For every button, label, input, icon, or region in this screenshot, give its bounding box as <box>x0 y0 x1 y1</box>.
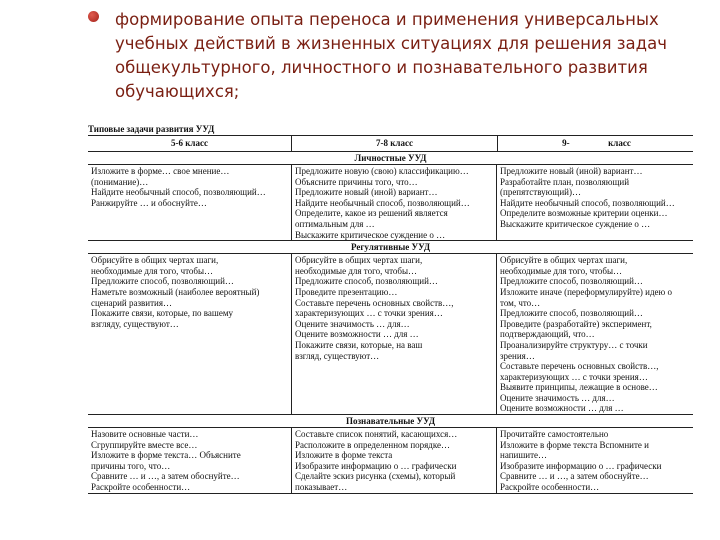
table-line: (препятствующий)… <box>500 187 581 198</box>
grade-header-9-word: класс <box>608 138 631 148</box>
heading-line: обучающихся; <box>115 82 240 101</box>
table-line: Предложите новый (иной) вариант… <box>295 187 438 198</box>
section-column <box>291 428 496 493</box>
table-line: Предложите способ, позволяющий… <box>500 308 643 319</box>
table-line: Обрисуйте в общих чертах шаги, <box>500 255 628 266</box>
section-column <box>496 165 693 240</box>
table-line: Ранжируйте … и обоснуйте… <box>91 197 207 208</box>
table-line: Выявите принципы, лежащие в основе… <box>500 382 658 393</box>
table-line: необходимые для того, чтобы… <box>91 265 214 276</box>
table-line: сценарий развития… <box>91 297 173 308</box>
table-line: подтверждающий, что… <box>500 329 595 340</box>
table-line: Проанализируйте структуру… с точки <box>500 339 648 350</box>
table-line: Покажите связи, которые, на ваш <box>295 339 423 350</box>
table-line: взгляду, существуют… <box>91 318 179 329</box>
table-line: Покажите связи, которые, по вашему <box>91 308 234 319</box>
table-line: Предложите способ, позволяющий… <box>91 276 234 287</box>
section-body <box>88 254 693 415</box>
table-line: Наметьте возможный (наиболее вероятный) <box>91 286 260 297</box>
grade-header-5-6: 5-6 класс <box>171 138 208 148</box>
section-column <box>88 428 291 493</box>
table-line: Проведите презентацию… <box>295 286 398 297</box>
table-line: Предложите способ, позволяющий… <box>500 276 643 287</box>
table-line: Изобразите информацию о … графически <box>500 460 662 471</box>
table-line: необходимые для того, чтобы… <box>295 265 418 276</box>
section-column <box>88 165 291 240</box>
table-line: Оцените значимость … для… <box>500 392 615 403</box>
slide-margin <box>0 0 76 540</box>
table-line: (понимание)… <box>91 176 149 187</box>
section-column <box>496 428 693 493</box>
table-line: Найдите необычный способ, позволяющий… <box>500 197 675 208</box>
table-line: оптимальным для … <box>295 218 375 229</box>
table-line: Найдите необычный способ, позволяющий… <box>295 197 470 208</box>
table-line: Определите, какое из решений является <box>295 208 448 219</box>
table-line: Проведите (разработайте) эксперимент, <box>500 318 652 329</box>
section-column <box>496 254 693 414</box>
table-title: Типовые задачи развития УУД <box>88 124 215 134</box>
table-line: Оцените возможности … для … <box>295 329 419 340</box>
table-line: характеризующих … с точки зрения… <box>500 371 648 382</box>
grade-header-9 <box>497 136 695 151</box>
grade-header-7-8: 7-8 класс <box>291 136 497 151</box>
scanned-table <box>88 124 693 494</box>
table-line: взгляд, существуют… <box>295 350 380 361</box>
table-line: Выскажите критическое суждение о … <box>500 218 651 229</box>
bullet-icon <box>88 11 99 22</box>
table-line: Сравните … и …, а затем обоснуйте… <box>500 471 649 482</box>
table-line: Составьте перечень основных свойств…, <box>500 361 659 372</box>
table-line: Изложите в форме текста <box>295 450 393 461</box>
table-line: Обрисуйте в общих чертах шаги, <box>295 255 423 266</box>
table-line: Найдите необычный способ, позволяющий… <box>91 187 266 198</box>
table-line: Определите возможные критерии оценки… <box>500 208 668 219</box>
table-line: Изложите в форме текста Вспомните и <box>500 439 649 450</box>
table-line: Предложите новый (иной) вариант… <box>500 166 643 176</box>
table-line: причины того, что… <box>91 460 171 471</box>
table-line: Оцените возможности … для … <box>500 403 624 414</box>
table-line: зрения… <box>500 350 535 361</box>
table-line: Раскройте особенности… <box>91 482 191 493</box>
section-column <box>88 254 291 414</box>
table-line: необходимые для того, чтобы… <box>500 265 623 276</box>
section-column <box>291 165 496 240</box>
table-line: Выскажите критическое суждение о … <box>295 229 446 240</box>
heading-line: формирование опыта переноса и применения универсальных <box>115 10 659 29</box>
table-line: Составьте перечень основных свойств…, <box>295 297 454 308</box>
table-line: Составьте список понятий, касающихся… <box>295 429 458 440</box>
table-line: Раскройте особенности… <box>500 482 600 493</box>
table-line: Изложите в форме текста… Объясните <box>91 450 241 461</box>
table-line: Сравните … и …, а затем обоснуйте… <box>91 471 240 482</box>
section-body <box>88 165 693 241</box>
table-line: Изобразите информацию о … графически <box>295 460 457 471</box>
table-line: Оцените значимость … для… <box>295 318 410 329</box>
table-sections <box>88 152 693 494</box>
slide-heading <box>115 8 695 104</box>
table-line: напишите… <box>500 450 547 461</box>
table-line: Предложите способ, позволяющий… <box>295 276 438 287</box>
section-body <box>88 428 693 494</box>
section-title: Познавательные УУД <box>88 415 693 428</box>
heading-line: общекультурного, личностного и познавательного развития <box>115 58 648 77</box>
table-line: Назовите основные части… <box>91 429 199 440</box>
table-line: Изложите иначе (переформулируйте) идею о <box>500 286 673 297</box>
table-line: Обрисуйте в общих чертах шаги, <box>91 255 219 266</box>
table-line: характеризующих … с точки зрения… <box>295 308 443 319</box>
grade-header-9-number: 9- <box>562 138 570 148</box>
table-line: Изложите в форме… свое мнение… <box>91 166 230 176</box>
section-title: Регулятивные УУД <box>88 241 693 254</box>
table-line: Сделайте эскиз рисунка (схемы), который <box>295 471 456 482</box>
section-title: Личностные УУД <box>88 152 693 165</box>
table-line: Расположите в определенном порядке… <box>295 439 451 450</box>
table-line: Прочитайте самостоятельно <box>500 429 609 440</box>
table-line: Сгруппируйте вместе все… <box>91 439 198 450</box>
table-line: Разработайте план, позволяющий <box>500 176 630 187</box>
section-column <box>291 254 496 414</box>
table-line: Предложите новую (свою) классификацию… <box>295 166 469 176</box>
table-line: том, что… <box>500 297 541 308</box>
table-line: Объясните причины того, что… <box>295 176 418 187</box>
grade-header-row <box>88 135 693 152</box>
heading-line: учебных действий в жизненных ситуациях для решения задач <box>115 34 667 53</box>
table-line: показывает… <box>295 482 348 493</box>
